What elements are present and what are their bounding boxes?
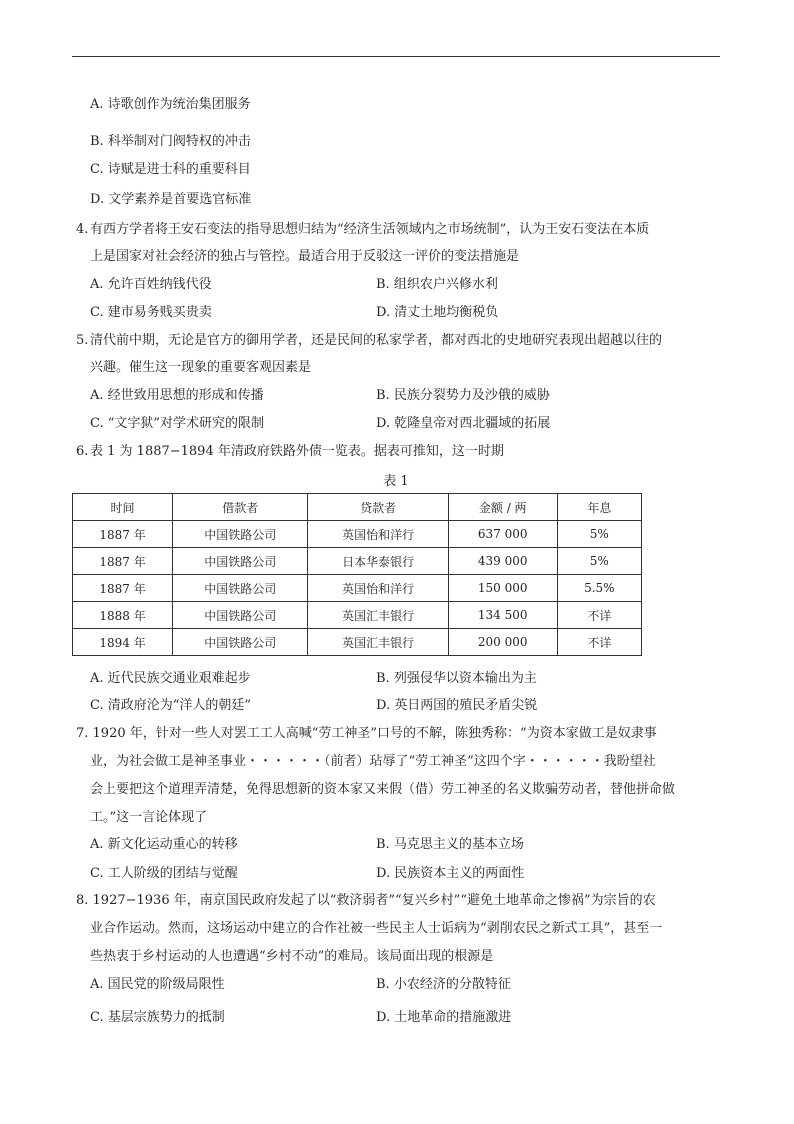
table-row	[73, 521, 642, 548]
q7-stem-line3: 会上要把这个道理弄清楚，免得思想新的资本家又来假（借）劳工神圣的名义欺骗劳动者，替他拼命做	[90, 782, 676, 797]
table-cell: 1887 年	[73, 575, 173, 602]
q6-number: 6.	[76, 444, 89, 459]
table-cell: 中国铁路公司	[173, 602, 308, 629]
table-cell: 1894 年	[73, 629, 173, 656]
q5-option-c: C. “文字狱”对学术研究的限制	[90, 416, 265, 431]
q8-stem-line2: 业合作运动。然而，这场运动中建立的合作社被一些民主人士诟病为“剥削农民之新式工具”，甚至一	[90, 921, 663, 936]
q4-option-b: B. 组织农户兴修水利	[376, 277, 498, 292]
table-header-cell: 金额 / 两	[448, 494, 557, 521]
q7-option-d: D. 民族资本主义的两面性	[376, 866, 525, 881]
table-header-cell: 贷款者	[308, 494, 448, 521]
table-cell: 637 000	[448, 521, 557, 548]
q4-option-a: A. 允许百姓纳钱代役	[90, 277, 212, 292]
table-cell: 英国汇丰银行	[308, 629, 448, 656]
table-cell: 不详	[557, 602, 641, 629]
q4-option-c: C. 建市易务贱买贵卖	[90, 305, 212, 320]
table-cell: 1887 年	[73, 521, 173, 548]
table-cell: 5%	[557, 548, 641, 575]
q8-option-a: A. 国民党的阶级局限性	[90, 977, 225, 992]
table-cell: 中国铁路公司	[173, 629, 308, 656]
table-cell: 日本华泰银行	[308, 548, 448, 575]
q4-stem-line1: 有西方学者将王安石变法的指导思想归结为“经济生活领域内之市场统制”，认为王安石变法在本质	[90, 222, 650, 237]
q5-stem-line2: 兴趣。催生这一现象的重要客观因素是	[90, 360, 312, 375]
table-cell: 5.5%	[557, 575, 641, 602]
q8-option-c: C. 基层宗族势力的抵制	[90, 1010, 225, 1025]
q3-option-b: B. 科举制对门阀特权的冲击	[90, 134, 251, 149]
table-cell: 150 000	[448, 575, 557, 602]
q5-option-b: B. 民族分裂势力及沙俄的威胁	[376, 388, 550, 403]
q7-option-b: B. 马克思主义的基本立场	[376, 837, 524, 852]
table-cell: 1888 年	[73, 602, 173, 629]
q6-option-a: A. 近代民族交通业艰难起步	[90, 671, 251, 686]
q8-stem-line3: 些热衷于乡村运动的人也遭遇“乡村不动”的难局。该局面出现的根源是	[90, 949, 494, 964]
q5-stem-line1: 清代前中期，无论是官方的御用学者，还是民间的私家学者，都对西北的史地研究表现出超越以往的	[90, 333, 663, 348]
table-cell: 200 000	[448, 629, 557, 656]
table-cell: 1887 年	[73, 548, 173, 575]
q5-option-d: D. 乾隆皇帝对西北疆域的拓展	[376, 416, 551, 431]
table-cell: 英国怡和洋行	[308, 575, 448, 602]
table-cell: 134 500	[448, 602, 557, 629]
railway-loan-table	[72, 493, 642, 656]
q7-option-c: C. 工人阶级的团结与觉醒	[90, 866, 238, 881]
table-row	[73, 602, 642, 629]
q6-option-c: C. 清政府沦为“洋人的朝廷”	[90, 698, 252, 713]
table-cell: 英国怡和洋行	[308, 521, 448, 548]
q5-option-a: A. 经世致用思想的形成和传播	[90, 388, 264, 403]
q8-stem-line1: 8. 1927−1936 年，南京国民政府发起了以“救济弱者”“复兴乡村”“避免土地革命之惨祸”为宗旨的农	[76, 893, 656, 908]
q3-option-a: A. 诗歌创作为统治集团服务	[90, 97, 251, 112]
q7-stem-line4: 工。”这一言论体现了	[90, 810, 208, 825]
table-header-row	[73, 494, 642, 521]
q8-option-b: B. 小农经济的分散特征	[376, 977, 511, 992]
table-cell: 中国铁路公司	[173, 548, 308, 575]
q4-number: 4.	[76, 222, 89, 237]
q3-option-d: D. 文学素养是首要选官标准	[90, 192, 252, 207]
table-row	[73, 629, 642, 656]
q6-stem-line1: 表 1 为 1887−1894 年清政府铁路外债一览表。据表可推知，这一时期	[90, 444, 504, 459]
q7-option-a: A. 新文化运动重心的转移	[90, 837, 238, 852]
table-row	[73, 575, 642, 602]
q3-option-c: C. 诗赋是进士科的重要科目	[90, 162, 251, 177]
table-cell: 中国铁路公司	[173, 575, 308, 602]
table-caption: 表 1	[383, 474, 409, 489]
table-cell: 5%	[557, 521, 641, 548]
table-cell: 英国汇丰银行	[308, 602, 448, 629]
q7-stem-line2: 业，为社会做工是神圣事业・・・・・・（前者）玷辱了“劳工神圣”这四个字・・・・・・我盼望社	[90, 754, 656, 769]
q6-option-d: D. 英日两国的殖民矛盾尖锐	[376, 698, 538, 713]
table-cell: 不详	[557, 629, 641, 656]
q5-number: 5.	[76, 333, 89, 348]
q8-option-d: D. 土地革命的措施激进	[376, 1010, 512, 1025]
table-header-cell: 借款者	[173, 494, 308, 521]
table-cell: 中国铁路公司	[173, 521, 308, 548]
table-header-cell: 时间	[73, 494, 173, 521]
header-rule	[72, 56, 720, 57]
q6-option-b: B. 列强侵华以资本输出为主	[376, 671, 537, 686]
q4-option-d: D. 清丈土地均衡税负	[376, 305, 499, 320]
table-row	[73, 548, 642, 575]
table-header-cell: 年息	[557, 494, 641, 521]
q4-stem-line2: 上是国家对社会经济的独占与管控。最适合用于反驳这一评价的变法措施是	[90, 249, 520, 264]
table-cell: 439 000	[448, 548, 557, 575]
q7-stem-line1: 7. 1920 年，针对一些人对罢工工人高喊“劳工神圣”口号的不解，陈独秀称：“为资本家做工是奴隶事	[76, 726, 657, 741]
